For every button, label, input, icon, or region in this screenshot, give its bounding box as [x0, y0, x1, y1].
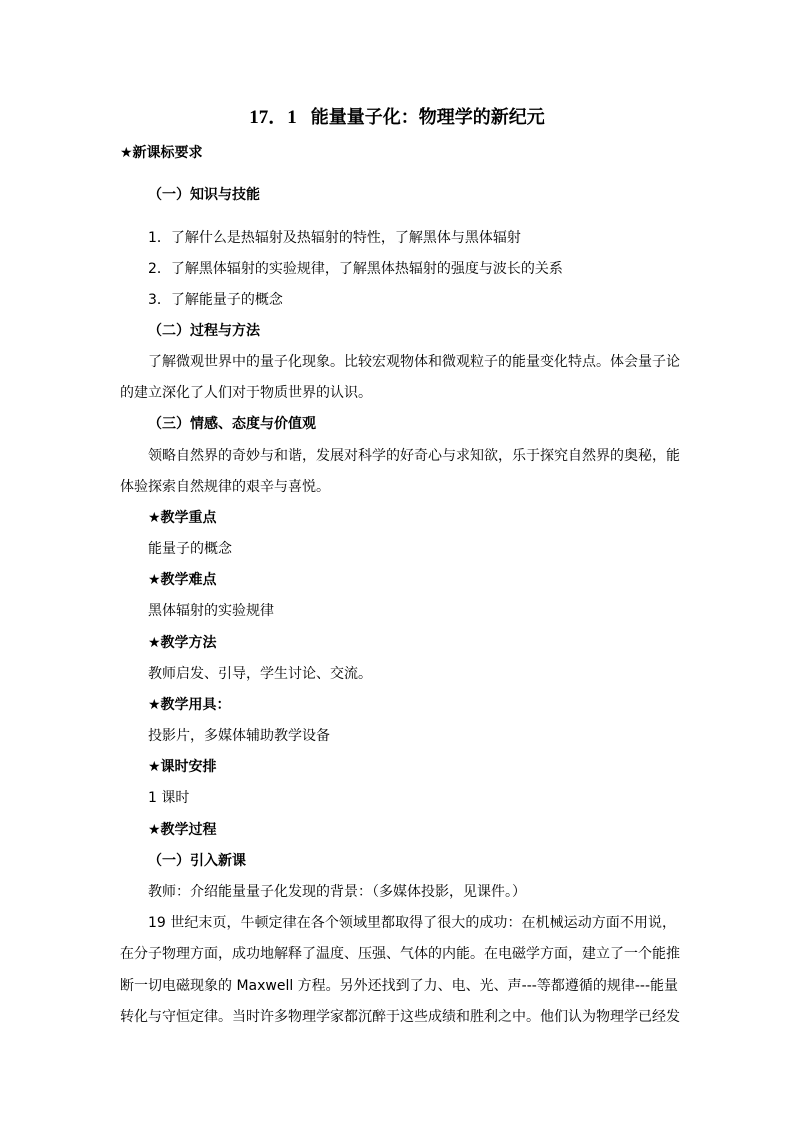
heading-tools: ★教学用具： [148, 697, 231, 713]
paragraph-line: 19 世纪末页，牛顿定律在各个领域里都取得了很大的成功：在机械运动方面不用说， [148, 915, 676, 931]
heading-difficulty: ★教学难点 [148, 572, 217, 588]
method-text: 教师启发、引导，学生讨论、交流。 [148, 666, 372, 682]
paragraph-line: 在分子物理方面，成功地解释了温度、压强、气体的内能。在电磁学方面，建立了一个能推 [120, 946, 680, 962]
tools-text: 投影片，多媒体辅助教学设备 [148, 728, 330, 744]
heading-standard: ★新课标要求 [120, 145, 203, 161]
subheading-process: （二）过程与方法 [148, 323, 260, 339]
section-number: 17．1 [249, 107, 297, 128]
heading-schedule: ★课时安排 [148, 759, 217, 775]
paragraph-line: 的建立深化了人们对于物质世界的认识。 [120, 385, 372, 401]
paragraph-line: 领略自然界的奇妙与和谐，发展对科学的好奇心与求知欲，乐于探究自然界的奥秘，能 [148, 448, 680, 464]
list-item: 1．了解什么是热辐射及热辐射的特性，了解黑体与黑体辐射 [148, 230, 521, 246]
heading-method: ★教学方法 [148, 635, 217, 651]
teacher-line: 教师：介绍能量量子化发现的背景：（多媒体投影，见课件。） [148, 884, 526, 900]
list-item: 3．了解能量子的概念 [148, 292, 283, 308]
paragraph-line: 体验探索自然规律的艰辛与喜悦。 [120, 479, 330, 495]
paragraph-line: 断一切电磁现象的 Maxwell 方程。另外还找到了力、电、光、声---等都遵循的规律---能量 [120, 978, 678, 994]
title-text: 能量量子化：物理学的新纪元 [310, 107, 545, 128]
heading-focus: ★教学重点 [148, 510, 217, 526]
paragraph-line: 转化与守恒定律。当时许多物理学家都沉醉于这些成绩和胜利之中。他们认为物理学已经发 [120, 1009, 680, 1025]
page-title [0, 106, 794, 130]
list-item: 2．了解黑体辐射的实验规律，了解黑体热辐射的强度与波长的关系 [148, 261, 563, 277]
subheading-intro: （一）引入新课 [148, 853, 246, 869]
focus-text: 能量子的概念 [148, 541, 232, 557]
schedule-text: 1 课时 [148, 790, 190, 806]
paragraph-line: 了解微观世界中的量子化现象。比较宏观物体和微观粒子的能量变化特点。体会量子论 [148, 354, 680, 370]
heading-process: ★教学过程 [148, 822, 217, 838]
subheading-knowledge: （一）知识与技能 [148, 187, 260, 203]
difficulty-text: 黑体辐射的实验规律 [148, 603, 274, 619]
subheading-emotion: （三）情感、态度与价值观 [148, 416, 316, 432]
